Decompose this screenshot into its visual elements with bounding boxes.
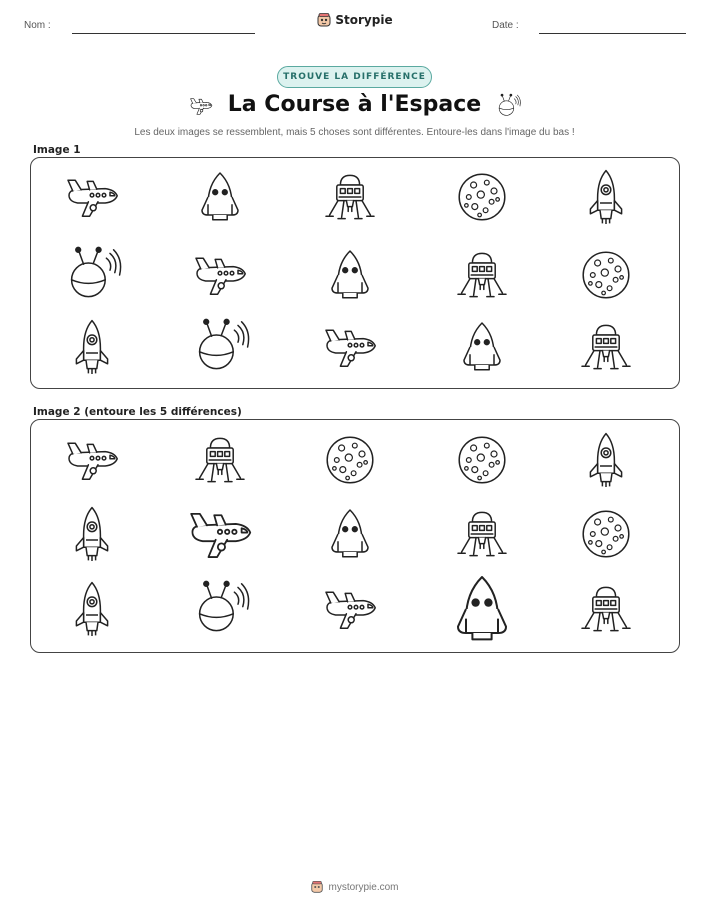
image2-label: Image 2 (entoure les 5 différences) [33,406,242,418]
rocket-capsule-icon [320,245,380,305]
rocket-capsule-icon [190,167,250,227]
lunar-lander-icon[interactable] [576,579,636,639]
storypie-logo-icon [310,880,324,894]
image1-label: Image 1 [33,144,81,156]
satellite-icon [493,93,523,119]
plane-icon[interactable] [320,579,380,639]
plane-icon [62,167,122,227]
page-title: La Course à l'Espace [227,92,482,117]
moon-icon[interactable] [320,430,380,490]
moon-icon [452,167,512,227]
lunar-lander-icon[interactable] [190,430,250,490]
lunar-lander-icon [576,317,636,377]
rocket-icon[interactable] [576,430,636,490]
plane-icon [320,317,380,377]
rocket-icon [576,167,636,227]
moon-icon [576,245,636,305]
brand-name: Storypie [335,13,393,27]
plane-icon[interactable] [184,498,256,570]
satellite-icon [190,317,250,377]
lunar-lander-icon [320,167,380,227]
brand [0,12,709,28]
instructions: Les deux images se ressemblent, mais 5 choses sont différentes. Entoure-les dans l'image du bas ! [134,127,575,138]
rocket-capsule-icon[interactable] [442,569,522,649]
footer [0,880,709,894]
plane-icon[interactable] [62,430,122,490]
rocket-icon[interactable] [62,579,122,639]
satellite-icon[interactable] [190,579,250,639]
satellite-icon [62,245,122,305]
activity-badge: TROUVE LA DIFFÉRENCE [277,66,432,88]
rocket-capsule-icon [452,317,512,377]
date-line[interactable] [539,33,686,34]
moon-icon[interactable] [452,430,512,490]
storypie-logo-icon [316,12,332,28]
lunar-lander-icon[interactable] [452,504,512,564]
rocket-icon [62,317,122,377]
name-line[interactable] [72,33,255,34]
plane-icon [190,245,250,305]
rocket-capsule-icon[interactable] [320,504,380,564]
lunar-lander-icon [452,245,512,305]
date-label: Date : [492,20,519,31]
name-label: Nom : [24,20,51,31]
rocket-icon[interactable] [62,504,122,564]
moon-icon[interactable] [576,504,636,564]
footer-url[interactable]: mystorypie.com [328,882,399,893]
